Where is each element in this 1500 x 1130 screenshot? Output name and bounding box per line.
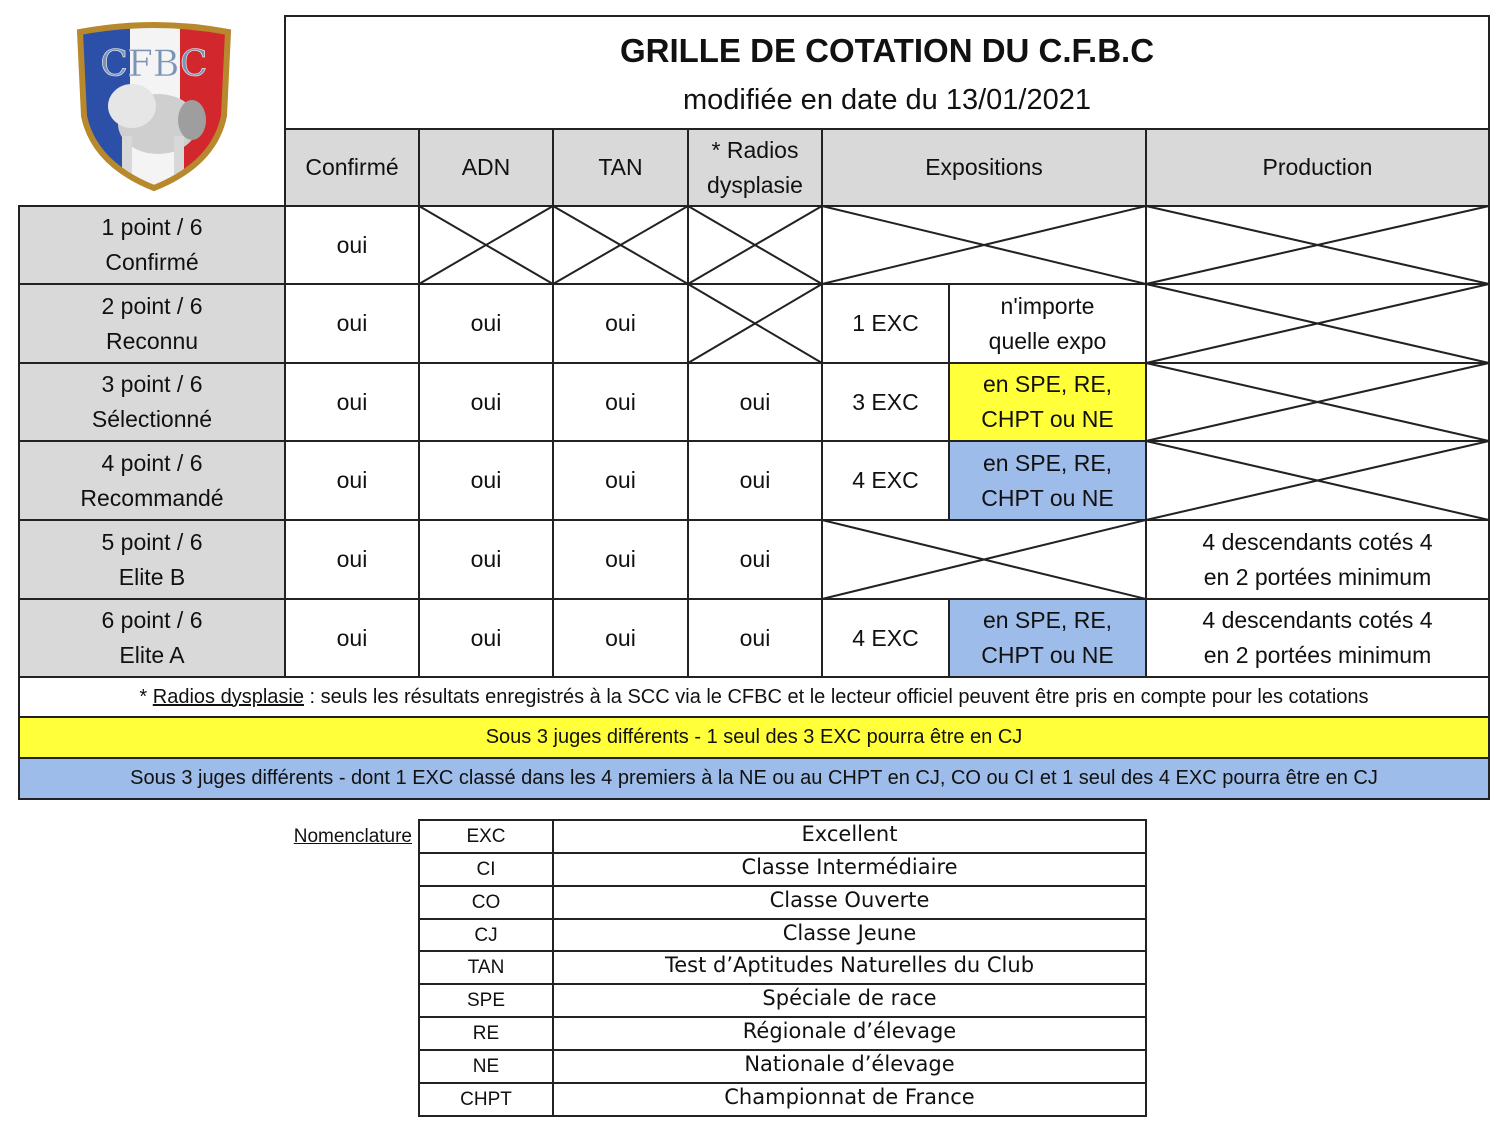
expo-condition-line2: CHPT ou NE [981, 642, 1114, 668]
row-level-points: 3 point / 6 [101, 371, 203, 397]
nomenclature-abbr: RE [472, 1023, 500, 1044]
column-header-confirme: Confirmé [305, 154, 399, 180]
nomenclature-abbr: CI [476, 859, 496, 880]
expo-condition-line2: CHPT ou NE [981, 484, 1114, 511]
cell-expo-condition [949, 441, 1146, 520]
cell-adn: oui [470, 467, 502, 493]
production-line1: 4 descendants cotés 4 [1202, 528, 1433, 555]
cfbc-logo [74, 20, 234, 192]
cell-confirme: oui [336, 231, 368, 258]
nomenclature-definition: Régionale d’élevage [742, 1019, 957, 1043]
cell-tan: oui [605, 467, 636, 493]
cell-exc-count: 3 EXC [852, 388, 919, 415]
cell-tan: oui [605, 546, 636, 572]
cell-expo-condition [949, 284, 1146, 363]
cell-expo-condition [949, 599, 1146, 677]
production-line2: en 2 portées minimum [1203, 642, 1432, 668]
nomenclature-definition: Classe Intermédiaire [741, 855, 958, 879]
column-header-tan: TAN [598, 154, 643, 180]
radios-footnote [19, 677, 1489, 717]
row-level-name: Elite A [119, 642, 185, 668]
cell-exc-count: 1 EXC [852, 310, 919, 336]
row-level-name: Elite B [118, 563, 186, 590]
page-title: GRILLE DE COTATION DU C.F.B.C [619, 31, 1155, 69]
expo-condition-line1: en SPE, RE, [982, 371, 1113, 397]
expo-condition-line2: CHPT ou NE [981, 406, 1114, 432]
row-level-points: 6 point / 6 [101, 607, 203, 633]
cell-tan: oui [605, 624, 636, 651]
page-subtitle: modifiée en date du 13/01/2021 [683, 83, 1091, 116]
cell-confirme: oui [336, 310, 368, 336]
cell-confirme: oui [336, 467, 368, 493]
nomenclature-definition: Classe Jeune [782, 921, 917, 945]
cell-tan: oui [605, 388, 636, 415]
nomenclature-definition: Nationale d’élevage [744, 1052, 955, 1076]
cell-radios: oui [739, 388, 771, 415]
cell-adn: oui [470, 624, 502, 651]
nomenclature-definition: Excellent [801, 822, 898, 846]
row-level-points: 1 point / 6 [101, 214, 203, 240]
column-header-production: Production [1262, 154, 1373, 180]
row-level-label [19, 441, 285, 520]
nomenclature-definition: Classe Ouverte [769, 888, 930, 912]
column-header-expositions: Expositions [925, 154, 1043, 180]
nomenclature-abbr: CJ [474, 925, 498, 946]
row-level-label [19, 206, 285, 284]
footnote-star: * [139, 685, 148, 708]
column-header-adn: ADN [461, 154, 511, 180]
row-level-points: 4 point / 6 [101, 449, 203, 476]
production-line2: en 2 portées minimum [1203, 563, 1432, 590]
cell-adn: oui [470, 310, 502, 336]
column-header-radios [688, 129, 822, 206]
footnote-label: Radios dysplasie [152, 685, 304, 708]
row-level-name: Confirmé [105, 249, 199, 275]
row-level-points: 5 point / 6 [101, 528, 203, 555]
row-level-name: Recommandé [80, 484, 224, 511]
expo-condition-line2: quelle expo [988, 327, 1107, 354]
production-line1: 4 descendants cotés 4 [1202, 607, 1433, 633]
yellow-note: Sous 3 juges différents - 1 seul des 3 EXC pourra être en CJ [485, 726, 1023, 748]
row-level-label [19, 363, 285, 441]
row-level-label [19, 520, 285, 599]
cell-radios: oui [739, 546, 771, 572]
nomenclature-abbr: NE [472, 1056, 500, 1077]
logo-text: CFBC [100, 44, 208, 85]
cell-adn: oui [470, 388, 502, 415]
cell-production [1146, 599, 1489, 677]
expo-condition-line1: en SPE, RE, [982, 607, 1113, 633]
expo-condition-line1: n'importe [1000, 292, 1095, 319]
row-level-label [19, 599, 285, 677]
nomenclature-definition: Spéciale de race [762, 986, 937, 1010]
column-header-radios-line2: dysplasie [707, 171, 803, 198]
nomenclature-label: Nomenclature [293, 826, 412, 847]
nomenclature-abbr: TAN [467, 957, 505, 978]
cell-exc-count: 4 EXC [852, 467, 919, 493]
nomenclature-definition: Championnat de France [724, 1085, 975, 1109]
row-level-label [19, 284, 285, 363]
cell-production [1146, 520, 1489, 599]
cell-radios: oui [739, 624, 771, 651]
cell-confirme: oui [336, 388, 368, 415]
cell-confirme: oui [336, 624, 368, 651]
blue-note: Sous 3 juges différents - dont 1 EXC classé dans les 4 premiers à la NE ou au CHPT en CJ, CO ou CI et 1 seul des 4 EXC pourra être en CJ [130, 767, 1378, 789]
column-header-radios-line1: * Radios [711, 136, 799, 163]
cell-expo-condition [949, 363, 1146, 441]
row-level-name: Reconnu [105, 327, 199, 354]
nomenclature-abbr: SPE [466, 990, 506, 1011]
cell-exc-count: 4 EXC [852, 624, 919, 651]
cell-adn: oui [470, 546, 502, 572]
nomenclature-abbr: CO [471, 892, 501, 913]
nomenclature-definition: Test d’Aptitudes Naturelles du Club [664, 953, 1035, 977]
expo-condition-line1: en SPE, RE, [982, 449, 1113, 476]
footnote-text: : seuls les résultats enregistrés à la SCC via le CFBC et le lecteur officiel peuvent être pris en compte pour les cotations [303, 685, 1369, 708]
cell-confirme: oui [336, 546, 368, 572]
cell-tan: oui [605, 310, 636, 336]
nomenclature-abbr: CHPT [460, 1089, 512, 1110]
cell-radios: oui [739, 467, 771, 493]
row-level-name: Sélectionné [91, 406, 213, 432]
nomenclature-abbr: EXC [466, 826, 506, 847]
row-level-points: 2 point / 6 [101, 292, 203, 319]
